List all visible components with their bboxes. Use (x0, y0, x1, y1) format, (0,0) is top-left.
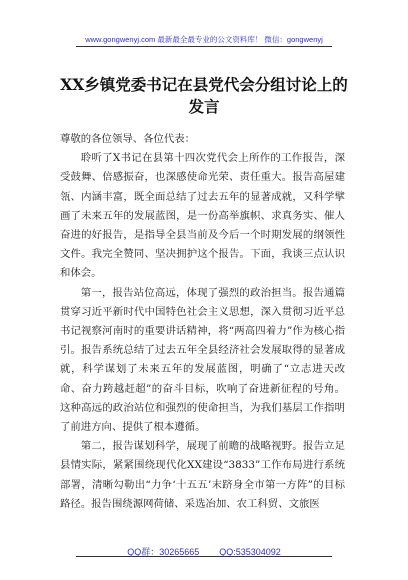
greeting-line: 尊敬的各位领导、各位代表： (60, 133, 196, 145)
body-paragraph-1: 聆听了X书记在县第十四次党代会上所作的工作报告，深受鼓舞、倍感振奋，也深感使命光荣、责任重大。报告高屋建瓴、内涵丰富，既全面总结了过去五年的显著成就，又科学擘画了未来五年的发展蓝图，是一份高举旗帜、求真务实、催人奋进的好报告，是指导全县当前及今后一个时期发展的纲领性文件。我完全赞同、坚决拥护这个报告。下面，我谈三点认识和体会。 (60, 152, 345, 280)
header-divider (76, 46, 332, 47)
document-title: XX乡镇党委书记在县党代会分组讨论上的发言 (60, 75, 348, 116)
site-header-text: www.gongwenyj.com 最新最全最专业的公文资料库！ 微信：gongwenyj (85, 35, 323, 44)
body-paragraph-2: 第一，报告站位高远，体现了强烈的政治担当。报告通篇贯穿习近平新时代中国特色社会主义思想，深入贯彻习近平总书记视察河南时的重要讲话精神，将“两高四着力”作为核心指引。报告系统总结了过去五年全县经济社会发展取得的显著成就，科学谋划了未来五年的发展蓝图，明确了“立志进天改命、奋力跨越赶超”的奋斗目标，吹响了奋进新征程的号角。这种高远的政治站位和强烈的使命担当，为我们基层工作指明了前进方向、提供了根本遵循。 (60, 286, 345, 434)
footer-contact-text: QQ群：30265665 QQ:535304092 (127, 547, 281, 557)
body-paragraph-3: 第二，报告谋划科学，展现了前瞻的战略视野。报告立足县情实际，紧紧围绕现代化XX建设“3833”工作布局进行系统部署，清晰勾勒出“力争‘十五五’末跻身全市第一方阵”的目标路径。报告围绕源网荷储、采选冶加、农工科贸、文旅医 (60, 440, 345, 510)
document-body (60, 130, 345, 514)
